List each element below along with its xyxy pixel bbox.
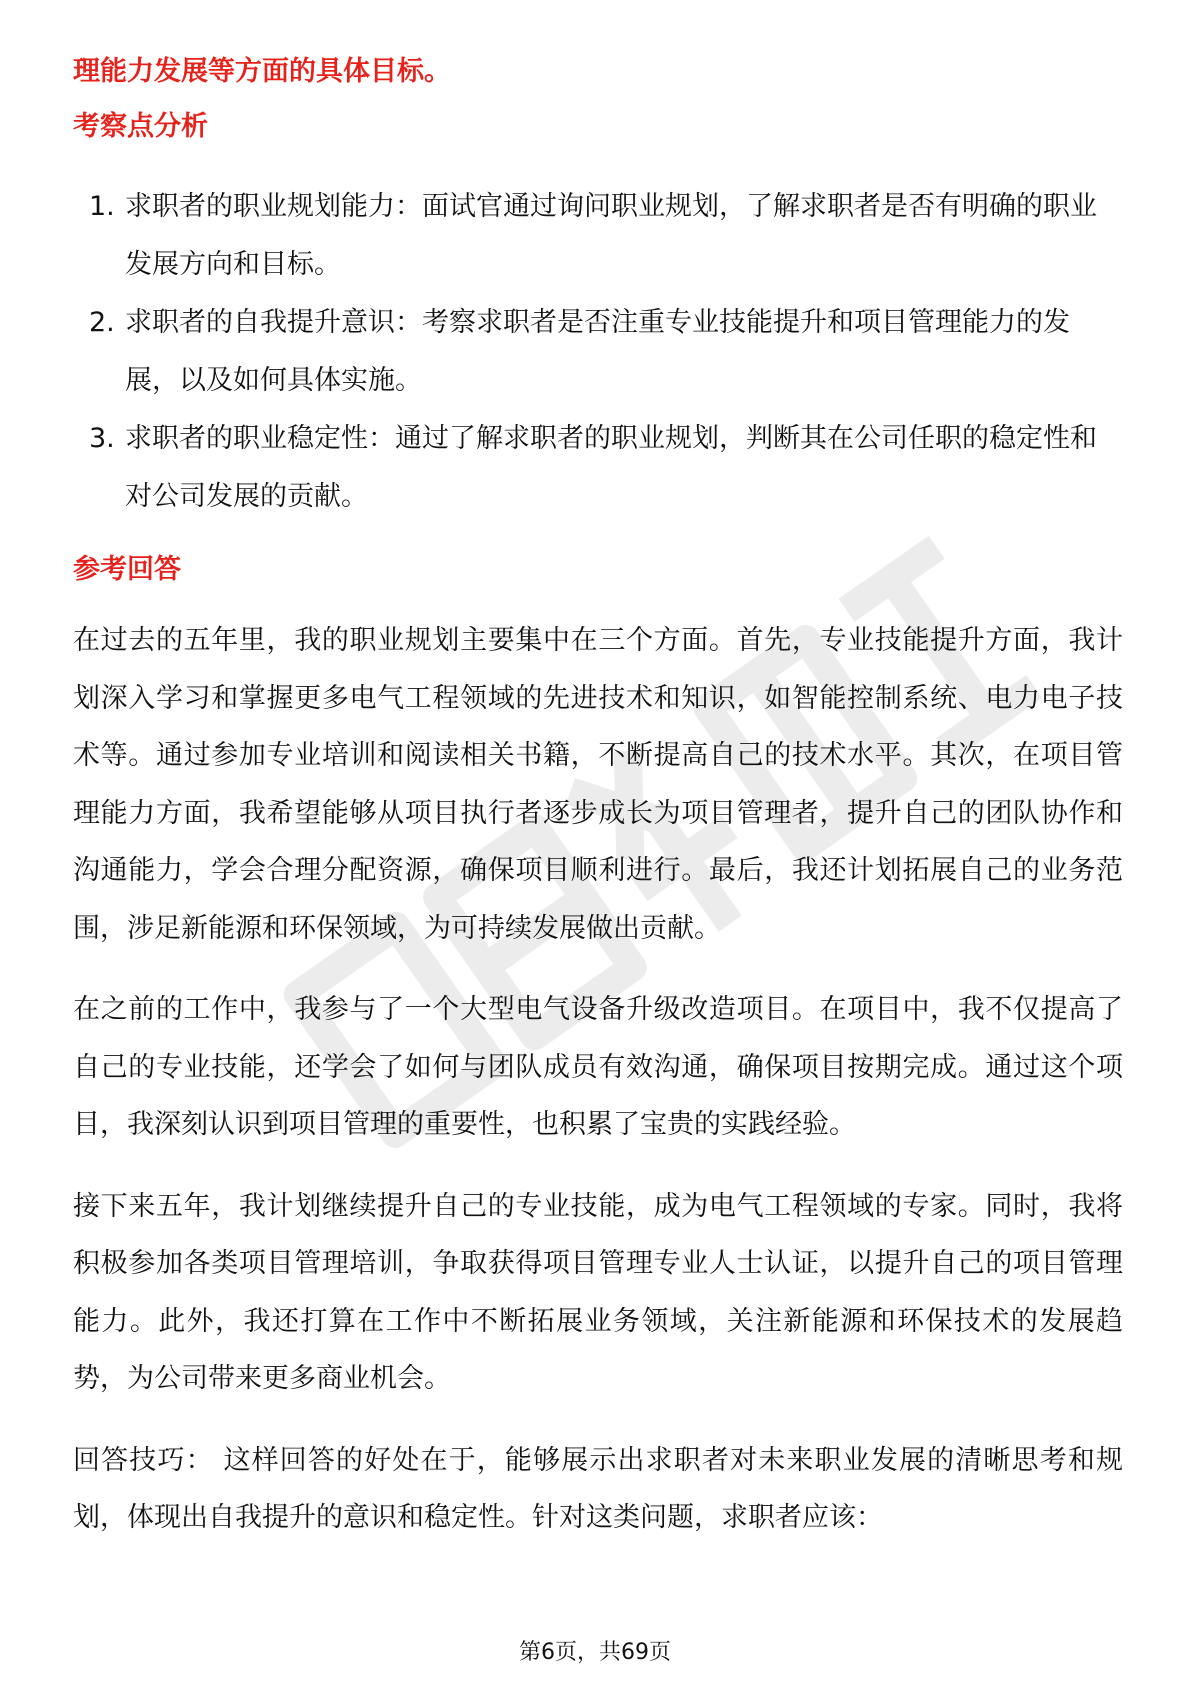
list-item-text: 求职者的职业规划能力：面试官通过询问职业规划，了解求职者是否有明确的职业发展方向和目标。 — [125, 191, 1097, 280]
analysis-heading: 考察点分析 — [73, 111, 208, 142]
list-number: 3. — [89, 423, 115, 454]
list-item-text: 求职者的职业稳定性：通过了解求职者的职业规划，判断其在公司任职的稳定性和对公司发展的贡献。 — [125, 423, 1097, 512]
list-item — [73, 178, 1123, 294]
answer-paragraph: 接下来五年，我计划继续提升自己的专业技能，成为电气工程领域的专家。同时，我将积极参加各类项目管理培训，争取获得项目管理专业人士认证，以提升自己的项目管理能力。此外，我还打算在工作中不断拓展业务领域，关注新能源和环保技术的发展趋势，为公司带来更多商业机会。 — [73, 1190, 1123, 1394]
list-item — [73, 294, 1123, 410]
analysis-list — [73, 178, 1123, 526]
list-number: 2. — [89, 307, 115, 338]
list-item — [73, 410, 1123, 526]
list-item-text: 求职者的自我提升意识：考察求职者是否注重专业技能提升和项目管理能力的发展，以及如何具体实施。 — [125, 307, 1070, 396]
answer-tip-paragraph: 回答技巧： 这样回答的好处在于，能够展示出求职者对未来职业发展的清晰思考和规划，体现出自我提升的意识和稳定性。针对这类问题，求职者应该： — [73, 1444, 1123, 1533]
answer-heading: 参考回答 — [73, 554, 181, 585]
list-number: 1. — [89, 191, 115, 222]
content-area — [73, 50, 1123, 1547]
answer-paragraph: 在过去的五年里，我的职业规划主要集中在三个方面。首先，专业技能提升方面，我计划深入学习和掌握更多电气工程领域的先进技术和知识，如智能控制系统、电力电子技术等。通过参加专业培训和阅读相关书籍，不断提高自己的技术水平。其次，在项目管理能力方面，我希望能够从项目执行者逐步成长为项目管理者，提升自己的团队协作和沟通能力，学会合理分配资源，确保项目顺利进行。最后，我还计划拓展自己的业务范围，涉足新能源和环保领域，为可持续发展做出贡献。 — [73, 625, 1123, 944]
page-number-footer: 第6页，共69页 — [519, 1640, 671, 1665]
answer-paragraph: 在之前的工作中，我参与了一个大型电气设备升级改造项目。在项目中，我不仅提高了自己的专业技能，还学会了如何与团队成员有效沟通，确保项目按期完成。通过这个项目，我深刻认识到项目管理的重要性，也积累了宝贵的实践经验。 — [73, 994, 1123, 1140]
intro-continuation-line: 理能力发展等方面的具体目标。 — [73, 56, 451, 87]
